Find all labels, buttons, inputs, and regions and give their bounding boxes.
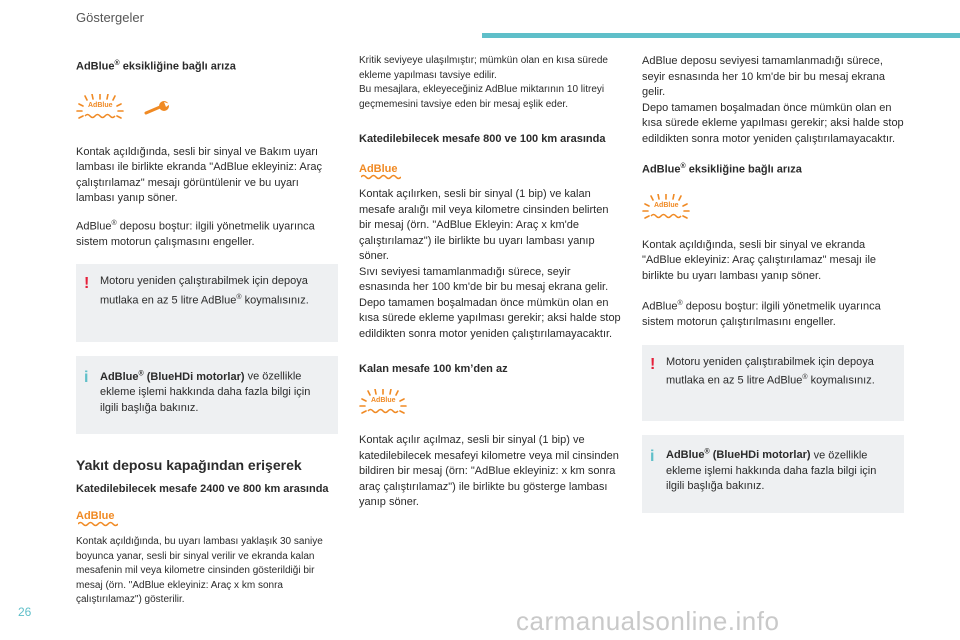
col2-p4: Sıvı seviyesi tamamlanmadığı sürece, seyir esnasında her 100 km'de bir bu mesaj ekrana gelir. <box>359 265 609 293</box>
info-box-2: i AdBlue® (BlueHDi motorlar) ve özellikle ekleme işlemi hakkında daha fazla bilgi için ilgili başlığa bakınız. <box>642 435 904 513</box>
adblue-service-icons <box>76 89 338 129</box>
adblue-rays-icon <box>76 94 124 124</box>
watermark[interactable]: carmanualsonline.info <box>516 606 780 636</box>
fuel-flap-title: Yakıt deposu kapağından erişerek <box>76 457 302 474</box>
info-mark-icon: i <box>84 369 89 387</box>
col3-p4: AdBlue® deposu boştur: ilgili yönetmelik uyarınca sistem motorun çalıştırılmasını engeller. <box>642 300 881 329</box>
adblue-fault-heading-2: AdBlue® eksikliğine bağlı arıza <box>642 163 802 176</box>
warning-box: ! Motoru yeniden çalıştırabilmek için depoya mutlaka en az 5 litre AdBlue® koymalısınız. <box>76 264 338 342</box>
column-2 <box>359 52 621 511</box>
adblue-icon: AdBlue <box>76 506 338 528</box>
page-number: 26 <box>18 605 32 619</box>
col3-p1: AdBlue deposu seviyesi tamamlanmadığı sürece, seyir esnasında her 10 km'de bir bu mesaj ekrana gelir. <box>642 55 886 98</box>
col3-p3: Kontak açıldığında, sesli bir sinyal ve ekranda "AdBlue ekleyiniz: Araç çalıştırılamaz" mesajı ile birlikte bu uyarı lambası yanıp söner. <box>642 238 877 282</box>
range-2400-800-heading: Katedilebilecek mesafe 2400 ve 800 km arasında <box>76 483 329 496</box>
col2-p3: Kontak açılırken, sesli bir sinyal (1 bip) ve kalan mesafe aralığı mil veya kilometre cinsinden belirten bir mesaj (örn. "AdBlue Ekleyin: Araç x km'de çalıştırılamaz") ile birlikte bu uyarı lambası yanıp söner. <box>359 188 609 262</box>
warning-box-2: ! Motoru yeniden çalıştırabilmek için depoya mutlaka en az 5 litre AdBlue® koymalısınız. <box>642 345 904 421</box>
range-below-100-heading: Kalan mesafe 100 km’den az <box>359 363 508 375</box>
range-800-100-heading: Katedilebilecek mesafe 800 ve 100 km arasında <box>359 133 606 145</box>
info-mark-icon: i <box>650 447 655 465</box>
col1-p2: AdBlue® deposu boştur: ilgili yönetmelik uyarınca sistem motorun çalışmasını engeller. <box>76 219 315 248</box>
warning-mark-icon: ! <box>650 355 656 373</box>
wrench-icon <box>144 101 172 117</box>
adblue-icon: AdBlue <box>359 159 621 181</box>
column-3 <box>642 52 904 513</box>
col2-p6: Kontak açılır açılmaz, sesli bir sinyal (1 bip) ve katedilebilecek mesafeyi kilometre veya mil cinsinden bildiren bir mesaj (örn: "AdBlue ekleyiniz: x km sonra araç çalıştırılamaz") ile birlikte bu gösterge lambası yanıp söner. <box>359 434 619 508</box>
col1-p1: Kontak açıldığında, sesli bir sinyal ve Bakım uyarı lambası ile birlikte ekranda "AdBlue ekleyiniz: Araç çalıştırılamaz" mesajı görüntülenir ve bu uyarı lambası yanıp söner. <box>76 145 323 205</box>
col2-p1: Kritik seviyeye ulaşılmıştır; mümkün olan en kısa sürede ekleme yapılması tavsiye edilir. <box>359 55 608 81</box>
adblue-fault-heading: AdBlue® eksikliğine bağlı arıza <box>76 60 236 73</box>
header-accent-bar <box>482 33 960 38</box>
column-1 <box>76 52 338 608</box>
section-title: Göstergeler <box>76 10 144 25</box>
info-box: i AdBlue® (BlueHDi motorlar) ve özellikle ekleme işlemi hakkında daha fazla bilgi için ilgili başlığa bakınız. <box>76 356 338 434</box>
warning-mark-icon: ! <box>84 275 90 293</box>
adblue-icon-label: AdBlue <box>88 101 113 109</box>
col2-p2: Bu mesajlara, ekleyeceğiniz AdBlue miktarının 10 litreyi geçmemesini tavsiye eden bir mesaj eşlik eder. <box>359 84 605 110</box>
adblue-rays-icon: AdBlue <box>359 389 407 419</box>
col1-p3: Kontak açıldığında, bu uyarı lambası yaklaşık 30 saniye boyunca yanar, sesli bir sinyal verilir ve ekranda kalan mesafenin mil veya kilometre cinsinden gösterildiği bir mesaj (örn. "AdBlue ekleyiniz: Araç x km sonra çalıştırılamaz") gösterilir. <box>76 536 323 606</box>
col2-p5: Depo tamamen boşalmadan önce mümkün olan en kısa sürede ekleme yapılması gerekir; aksi halde stop edildikten sonra motor yeniden çalıştırılamayacaktır. <box>359 296 621 340</box>
col3-p2: Depo tamamen boşalmadan önce mümkün olan en kısa sürede ekleme yapılması gerekir; aksi halde stop edildikten sonra motor yeniden çalıştırılamayacaktır. <box>642 101 904 145</box>
adblue-rays-icon: AdBlue <box>642 194 690 224</box>
